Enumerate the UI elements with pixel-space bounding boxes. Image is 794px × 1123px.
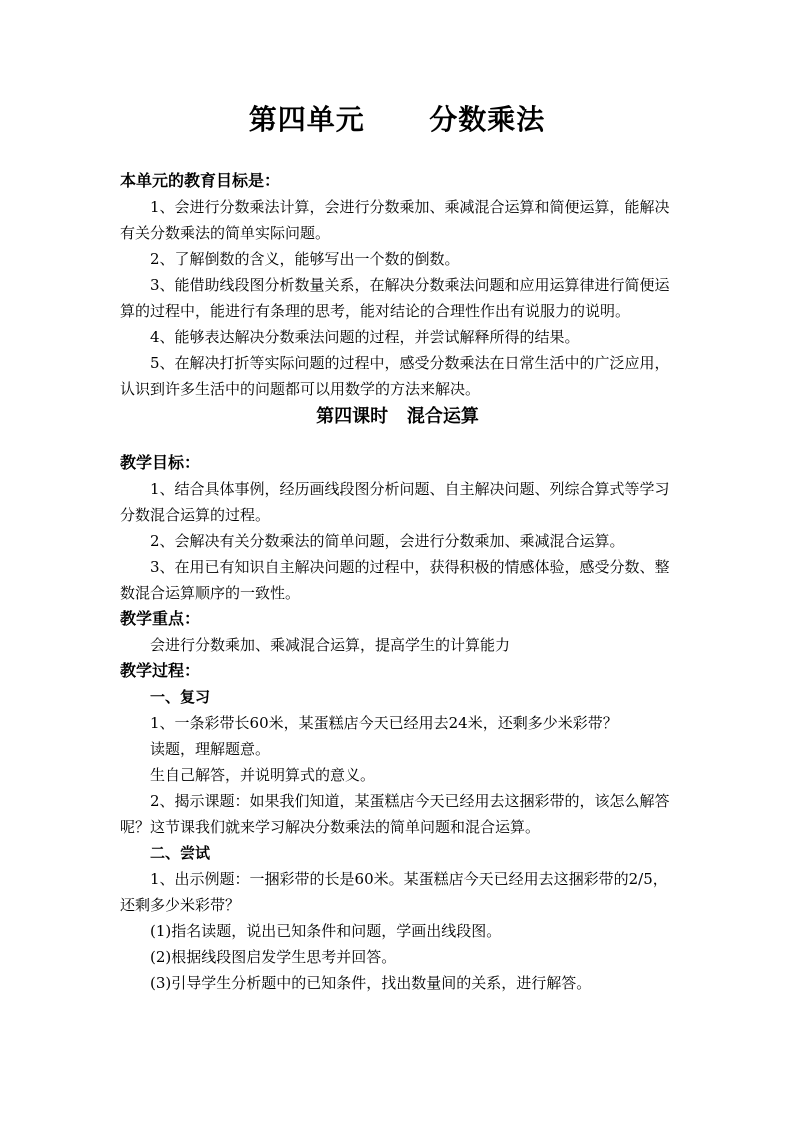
review-question-1: 1、一条彩带长60米，某蛋糕店今天已经用去24米，还剩多少米彩带？: [150, 714, 618, 732]
document-body: [120, 168, 675, 996]
review-step: 读题，理解题意。: [150, 740, 271, 758]
unit-goal-item: 1、会进行分数乘法计算，会进行分数乘加、乘减混合运算和简便运算，能解决有关分数乘法的简单实际问题。: [120, 198, 670, 242]
unit-goal-item: 4、能够表达解决分数乘法问题的过程，并尝试解释所得的结果。: [150, 328, 580, 346]
process-heading: 教学过程：: [120, 661, 201, 680]
page-title: 第四单元 分数乘法: [248, 103, 546, 136]
attempt-heading: 二、尝试: [150, 844, 211, 862]
unit-goals-heading: 本单元的教育目标是：: [120, 171, 281, 190]
lesson-title: 第四课时 混合运算: [316, 406, 479, 427]
teaching-goal-item: 3、在用已有知识自主解决问题的过程中，获得积极的情感体验，感受分数、整数混合运算顺序的一致性。: [120, 558, 670, 602]
key-points-heading: 教学重点：: [120, 609, 201, 628]
review-question-2: 2、揭示课题：如果我们知道，某蛋糕店今天已经用去这捆彩带的，该怎么解答呢？这节课我们就来学习解决分数乘法的简单问题和混合运算。: [120, 792, 670, 836]
attempt-step: (3)引导学生分析题中的已知条件，找出数量间的关系，进行解答。: [150, 974, 592, 992]
review-step: 生自己解答，并说明算式的意义。: [150, 766, 376, 784]
review-heading: 一、复习: [150, 688, 211, 706]
teaching-goal-item: 2、会解决有关分数乘法的简单问题，会进行分数乘加、乘减混合运算。: [150, 532, 625, 550]
key-points-text: 会进行分数乘加、乘减混合运算，提高学生的计算能力: [150, 636, 511, 654]
unit-goal-item: 5、在解决打折等实际问题的过程中，感受分数乘法在日常生活中的广泛应用，认识到许多生活中的问题都可以用数学的方法来解决。: [120, 354, 670, 398]
attempt-step: (2)根据线段图启发学生思考并回答。: [150, 948, 397, 966]
teaching-goal-item: 1、结合具体事例，经历画线段图分析问题、自主解决问题、列综合算式等学习分数混合运算的过程。: [120, 480, 670, 524]
unit-goal-item: 3、能借助线段图分析数量关系，在解决分数乘法问题和应用运算律进行简便运算的过程中，能进行有条理的思考，能对结论的合理性作出有说服力的说明。: [120, 276, 670, 320]
example-problem: 1、出示例题：一捆彩带的长是60米。某蛋糕店今天已经用去这捆彩带的2/5，还剩多少米彩带？: [120, 870, 668, 914]
attempt-step: (1)指名读题，说出已知条件和问题，学画出线段图。: [150, 922, 502, 940]
unit-goal-item: 2、了解倒数的含义，能够写出一个数的倒数。: [150, 250, 460, 268]
teaching-goals-heading: 教学目标：: [120, 453, 201, 472]
